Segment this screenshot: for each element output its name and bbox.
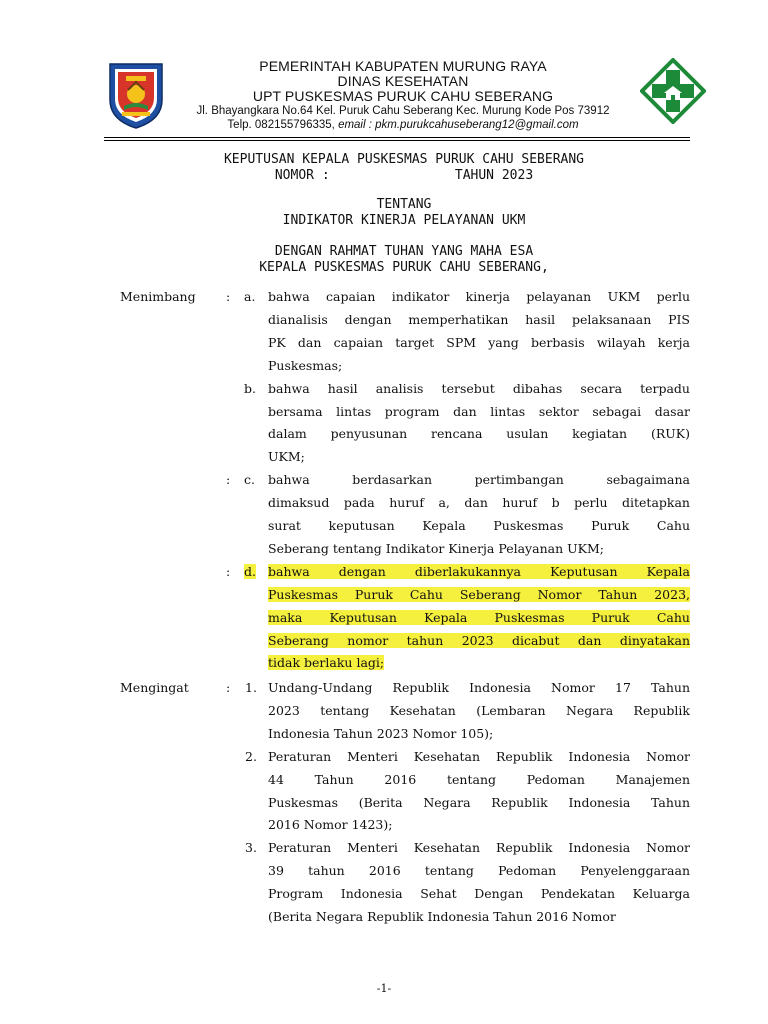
letterhead-government: PEMERINTAH KABUPATEN MURUNG RAYA: [259, 58, 547, 74]
menimbang-colon: :: [226, 289, 231, 304]
menimbang-item-line: Puskesmas;: [268, 357, 343, 373]
mengingat-label: Mengingat: [120, 680, 189, 695]
decree-subject: INDIKATOR KINERJA PELAYANAN UKM: [282, 213, 526, 228]
letterhead-email: email : pkm.purukcahuseberang12@gmail.com: [338, 119, 579, 131]
menimbang-item-marker: a.: [244, 289, 256, 304]
letterhead-address: Jl. Bhayangkara No.64 Kel. Puruk Cahu Seberang Kec. Murung Kode Pos 73912: [196, 105, 610, 117]
letterhead: [170, 59, 636, 132]
menimbang-colon: :: [226, 563, 231, 579]
menimbang-item-line: bersama lintas program dan lintas sektor sebagai dasar: [268, 403, 690, 419]
decree-title: KEPUTUSAN KEPALA PUSKESMAS PURUK CAHU SEBERANG: [223, 152, 585, 167]
mengingat-item-line: (Berita Negara Republik Indonesia Tahun 2016 Nomor: [268, 909, 616, 924]
mengingat-item-marker: 1.: [245, 680, 257, 695]
mengingat-item-line: Peraturan Menteri Kesehatan Republik Indonesia Nomor: [268, 748, 690, 764]
menimbang-label: Menimbang: [120, 289, 196, 304]
mengingat-colon: :: [226, 680, 231, 695]
menimbang-item-line: Seberang nomor tahun 2023 dicabut dan dinyatakan: [268, 632, 690, 648]
letterhead-contact: [170, 118, 636, 132]
page-number: -1-: [376, 982, 392, 995]
letterhead-department: DINAS KESEHATAN: [337, 73, 469, 89]
menimbang-item-line: surat keputusan Kepala Puskesmas Puruk Cahu: [268, 518, 690, 533]
mengingat-item-line: Peraturan Menteri Kesehatan Republik Indonesia Nomor: [268, 840, 690, 856]
menimbang-item-line: bahwa dengan diberlakukannya Keputusan Kepala: [268, 563, 690, 579]
letterhead-divider-thin: [104, 140, 690, 141]
menimbang-colon: :: [226, 472, 231, 488]
kepala-line: KEPALA PUSKESMAS PURUK CAHU SEBERANG,: [259, 260, 549, 275]
decree-tentang: TENTANG: [376, 197, 432, 212]
menimbang-item-line: bahwa capaian indikator kinerja pelayanan UKM perlu: [268, 289, 690, 304]
mengingat-item-line: Indonesia Tahun 2023 Nomor 105);: [268, 725, 494, 741]
menimbang-item-line: maka Keputusan Kepala Puskesmas Puruk Cahu: [268, 609, 690, 625]
letterhead-telp: Telp. 082155796335,: [227, 119, 339, 131]
letterhead-institution: UPT PUSKESMAS PURUK CAHU SEBERANG: [252, 88, 554, 104]
menimbang-item-line: Seberang tentang Indikator Kinerja Pelayanan UKM;: [268, 540, 604, 556]
mengingat-item-marker: 3.: [245, 840, 257, 856]
decree-number: NOMOR : TAHUN 2023: [274, 168, 534, 183]
menimbang-item-marker: d.: [244, 563, 256, 579]
menimbang-item-line: Puskesmas Puruk Cahu Seberang Nomor Tahun 2023,: [268, 586, 690, 602]
menimbang-item-line: dimaksud pada huruf a, dan huruf b perlu ditetapkan: [268, 495, 690, 511]
regency-emblem-logo: [104, 60, 168, 130]
menimbang-item-line: dalam penyusunan rencana usulan kegiatan (RUK): [268, 426, 690, 442]
menimbang-item-line: PK dan capaian target SPM yang berbasis wilayah kerja: [268, 334, 690, 350]
menimbang-item-line: tidak berlaku lagi;: [268, 655, 385, 671]
menimbang-item-line: bahwa berdasarkan pertimbangan sebagaimana: [268, 472, 690, 488]
mengingat-item-line: Program Indonesia Sehat Dengan Pendekatan Keluarga: [268, 886, 690, 902]
mengingat-item-line: 39 tahun 2016 tentang Pedoman Penyelenggaraan: [268, 863, 690, 879]
rahmat-line: DENGAN RAHMAT TUHAN YANG MAHA ESA: [274, 244, 534, 259]
mengingat-item-line: 2016 Nomor 1423);: [268, 817, 393, 833]
menimbang-item-line: dianalisis dengan memperhatikan hasil pelaksanaan PIS: [268, 311, 690, 327]
menimbang-item-line: UKM;: [268, 449, 305, 465]
mengingat-item-line: Puskesmas (Berita Negara Republik Indonesia Tahun: [268, 794, 690, 810]
menimbang-item-marker: b.: [244, 380, 256, 396]
mengingat-item-line: 44 Tahun 2016 tentang Pedoman Manajemen: [268, 771, 690, 787]
mengingat-item-line: 2023 tentang Kesehatan (Lembaran Negara Republik: [268, 702, 690, 718]
puskesmas-cross-logo: [640, 58, 706, 124]
menimbang-item-marker: c.: [244, 472, 255, 488]
mengingat-item-marker: 2.: [245, 748, 257, 764]
letterhead-divider: [104, 137, 690, 138]
mengingat-item-line: Undang-Undang Republik Indonesia Nomor 17 Tahun: [268, 680, 690, 695]
menimbang-item-line: bahwa hasil analisis tersebut dibahas secara terpadu: [268, 380, 690, 396]
